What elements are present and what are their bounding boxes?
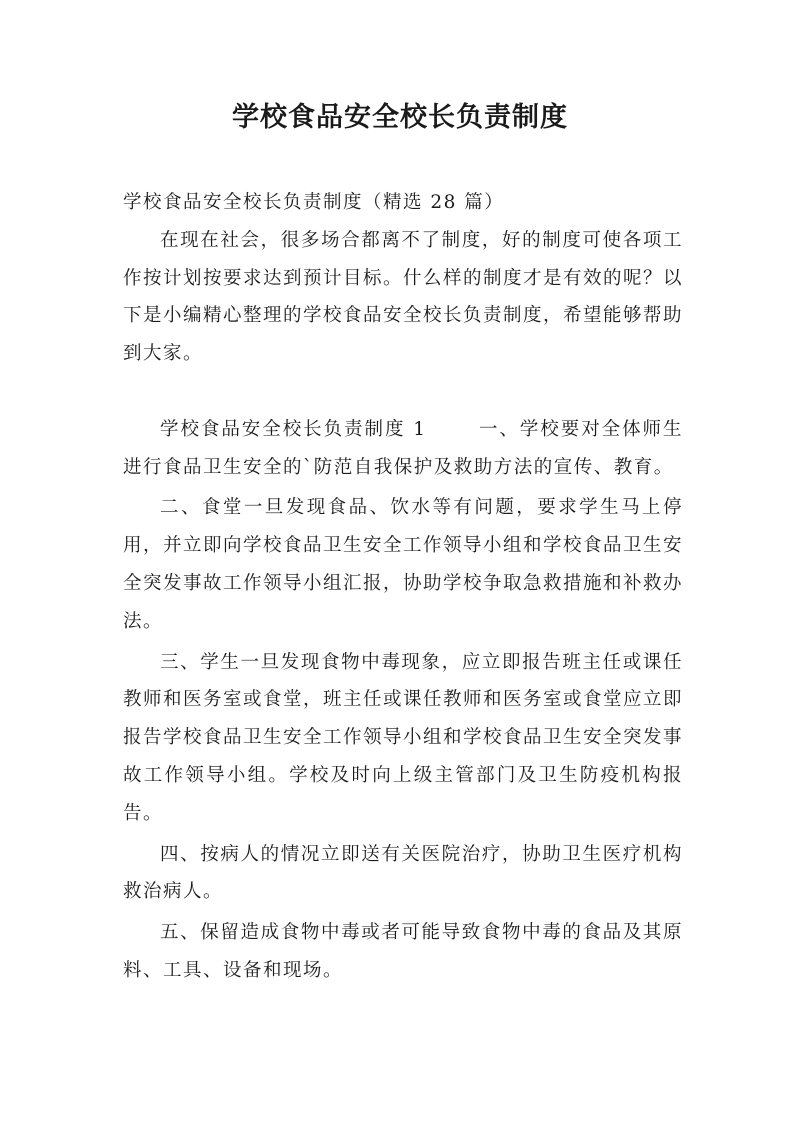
document-body: [123, 184, 683, 990]
item-3: 三、学生一旦发现食物中毒现象，应立即报告班主任或课任教师和医务室或食堂，班主任或课任教师和医务室或食堂应立即报告学校食品卫生安全工作领导小组和学校食品卫生安全突发事故工作领导小组。学校及时向上级主管部门及卫生防疫机构报告。: [123, 651, 684, 824]
section-paragraph-1: [123, 411, 683, 487]
paragraph-gap: [123, 373, 683, 411]
item-2: 二、食堂一旦发现食品、饮水等有问题，要求学生马上停用，并立即向学校食品卫生安全工作领导小组和学校食品卫生安全突发事故工作领导小组汇报，协助学校争取急救措施和补救办法。: [123, 497, 684, 632]
item-5: 五、保留造成食物中毒或者可能导致食物中毒的食品及其原料、工具、设备和现场。: [123, 922, 683, 981]
item-4: 四、按病人的情况立即送有关医院治疗，协助卫生医疗机构救治病人。: [123, 843, 683, 903]
item-1: 一、学校要对全体师生进行食品卫生安全的`防范自我保护及救助方法的宣传、教育。: [123, 418, 683, 478]
document-title: 学校食品安全校长负责制度: [232, 102, 568, 133]
intro-paragraph: 在现在社会，很多场合都离不了制度，好的制度可使各项工作按计划按要求达到预计目标。什么样的制度才是有效的呢？以下是小编精心整理的学校食品安全校长负责制度，希望能够帮助到大家。: [123, 229, 684, 365]
section-heading: 学校食品安全校长负责制度 1: [160, 418, 427, 440]
document-subtitle: 学校食品安全校长负责制度（精选 28 篇）: [123, 192, 505, 213]
